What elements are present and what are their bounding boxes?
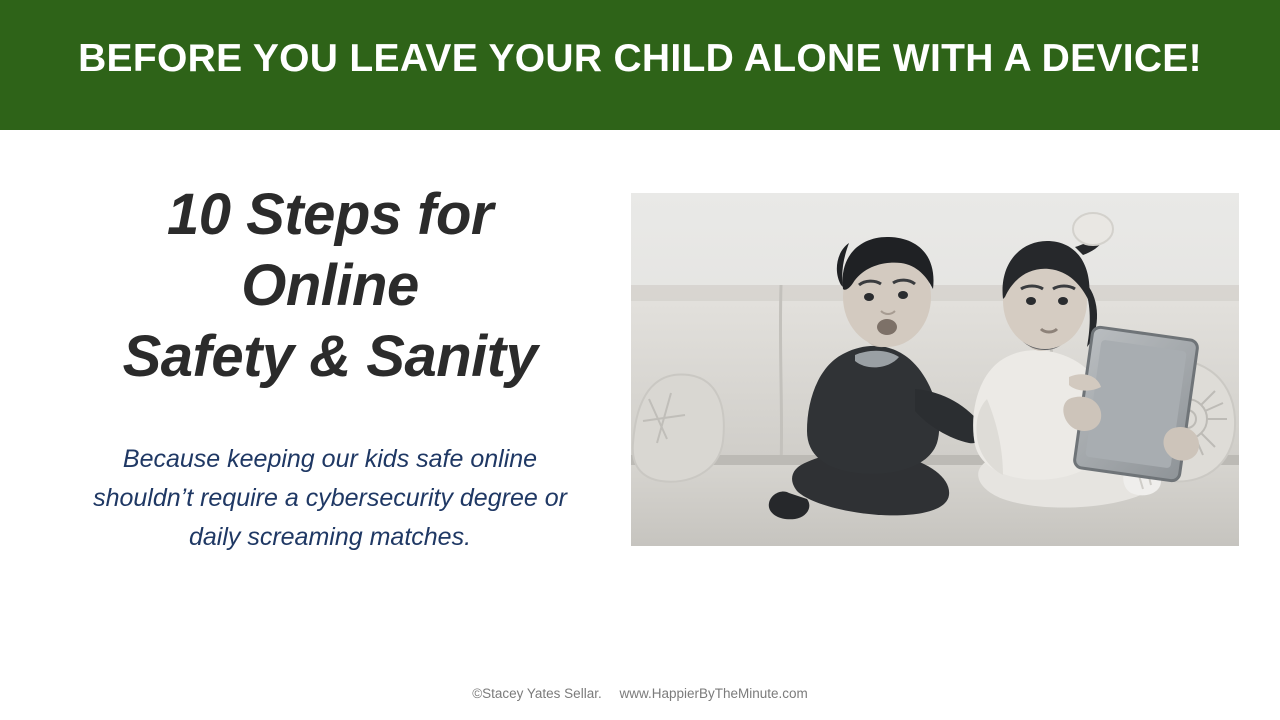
subtitle-line-1: Because keeping our kids safe online — [122, 445, 538, 474]
subtitle-line-2: shouldn’t require a cybersecurity degree or — [93, 484, 567, 512]
page-title-line-1: 10 Steps for — [167, 182, 493, 247]
page-title — [30, 180, 630, 392]
photo-children-with-tablet — [631, 193, 1239, 546]
footer — [0, 686, 1280, 701]
page-title-line-3: Safety & Sanity — [122, 323, 538, 389]
photo-children-with-tablet-graphic — [631, 193, 1239, 546]
subtitle — [30, 440, 630, 556]
subtitle-line-3: daily screaming matches. — [188, 522, 472, 551]
text-column — [30, 180, 630, 557]
banner-title: BEFORE YOU LEAVE YOUR CHILD ALONE WITH A DEVICE! — [78, 36, 1202, 80]
page-title-line-2: Online — [241, 252, 419, 318]
copyright-text: ©Stacey Yates Sellar. — [472, 686, 602, 701]
website-text: www.HappierByTheMinute.com — [619, 686, 808, 701]
banner — [0, 0, 1280, 130]
